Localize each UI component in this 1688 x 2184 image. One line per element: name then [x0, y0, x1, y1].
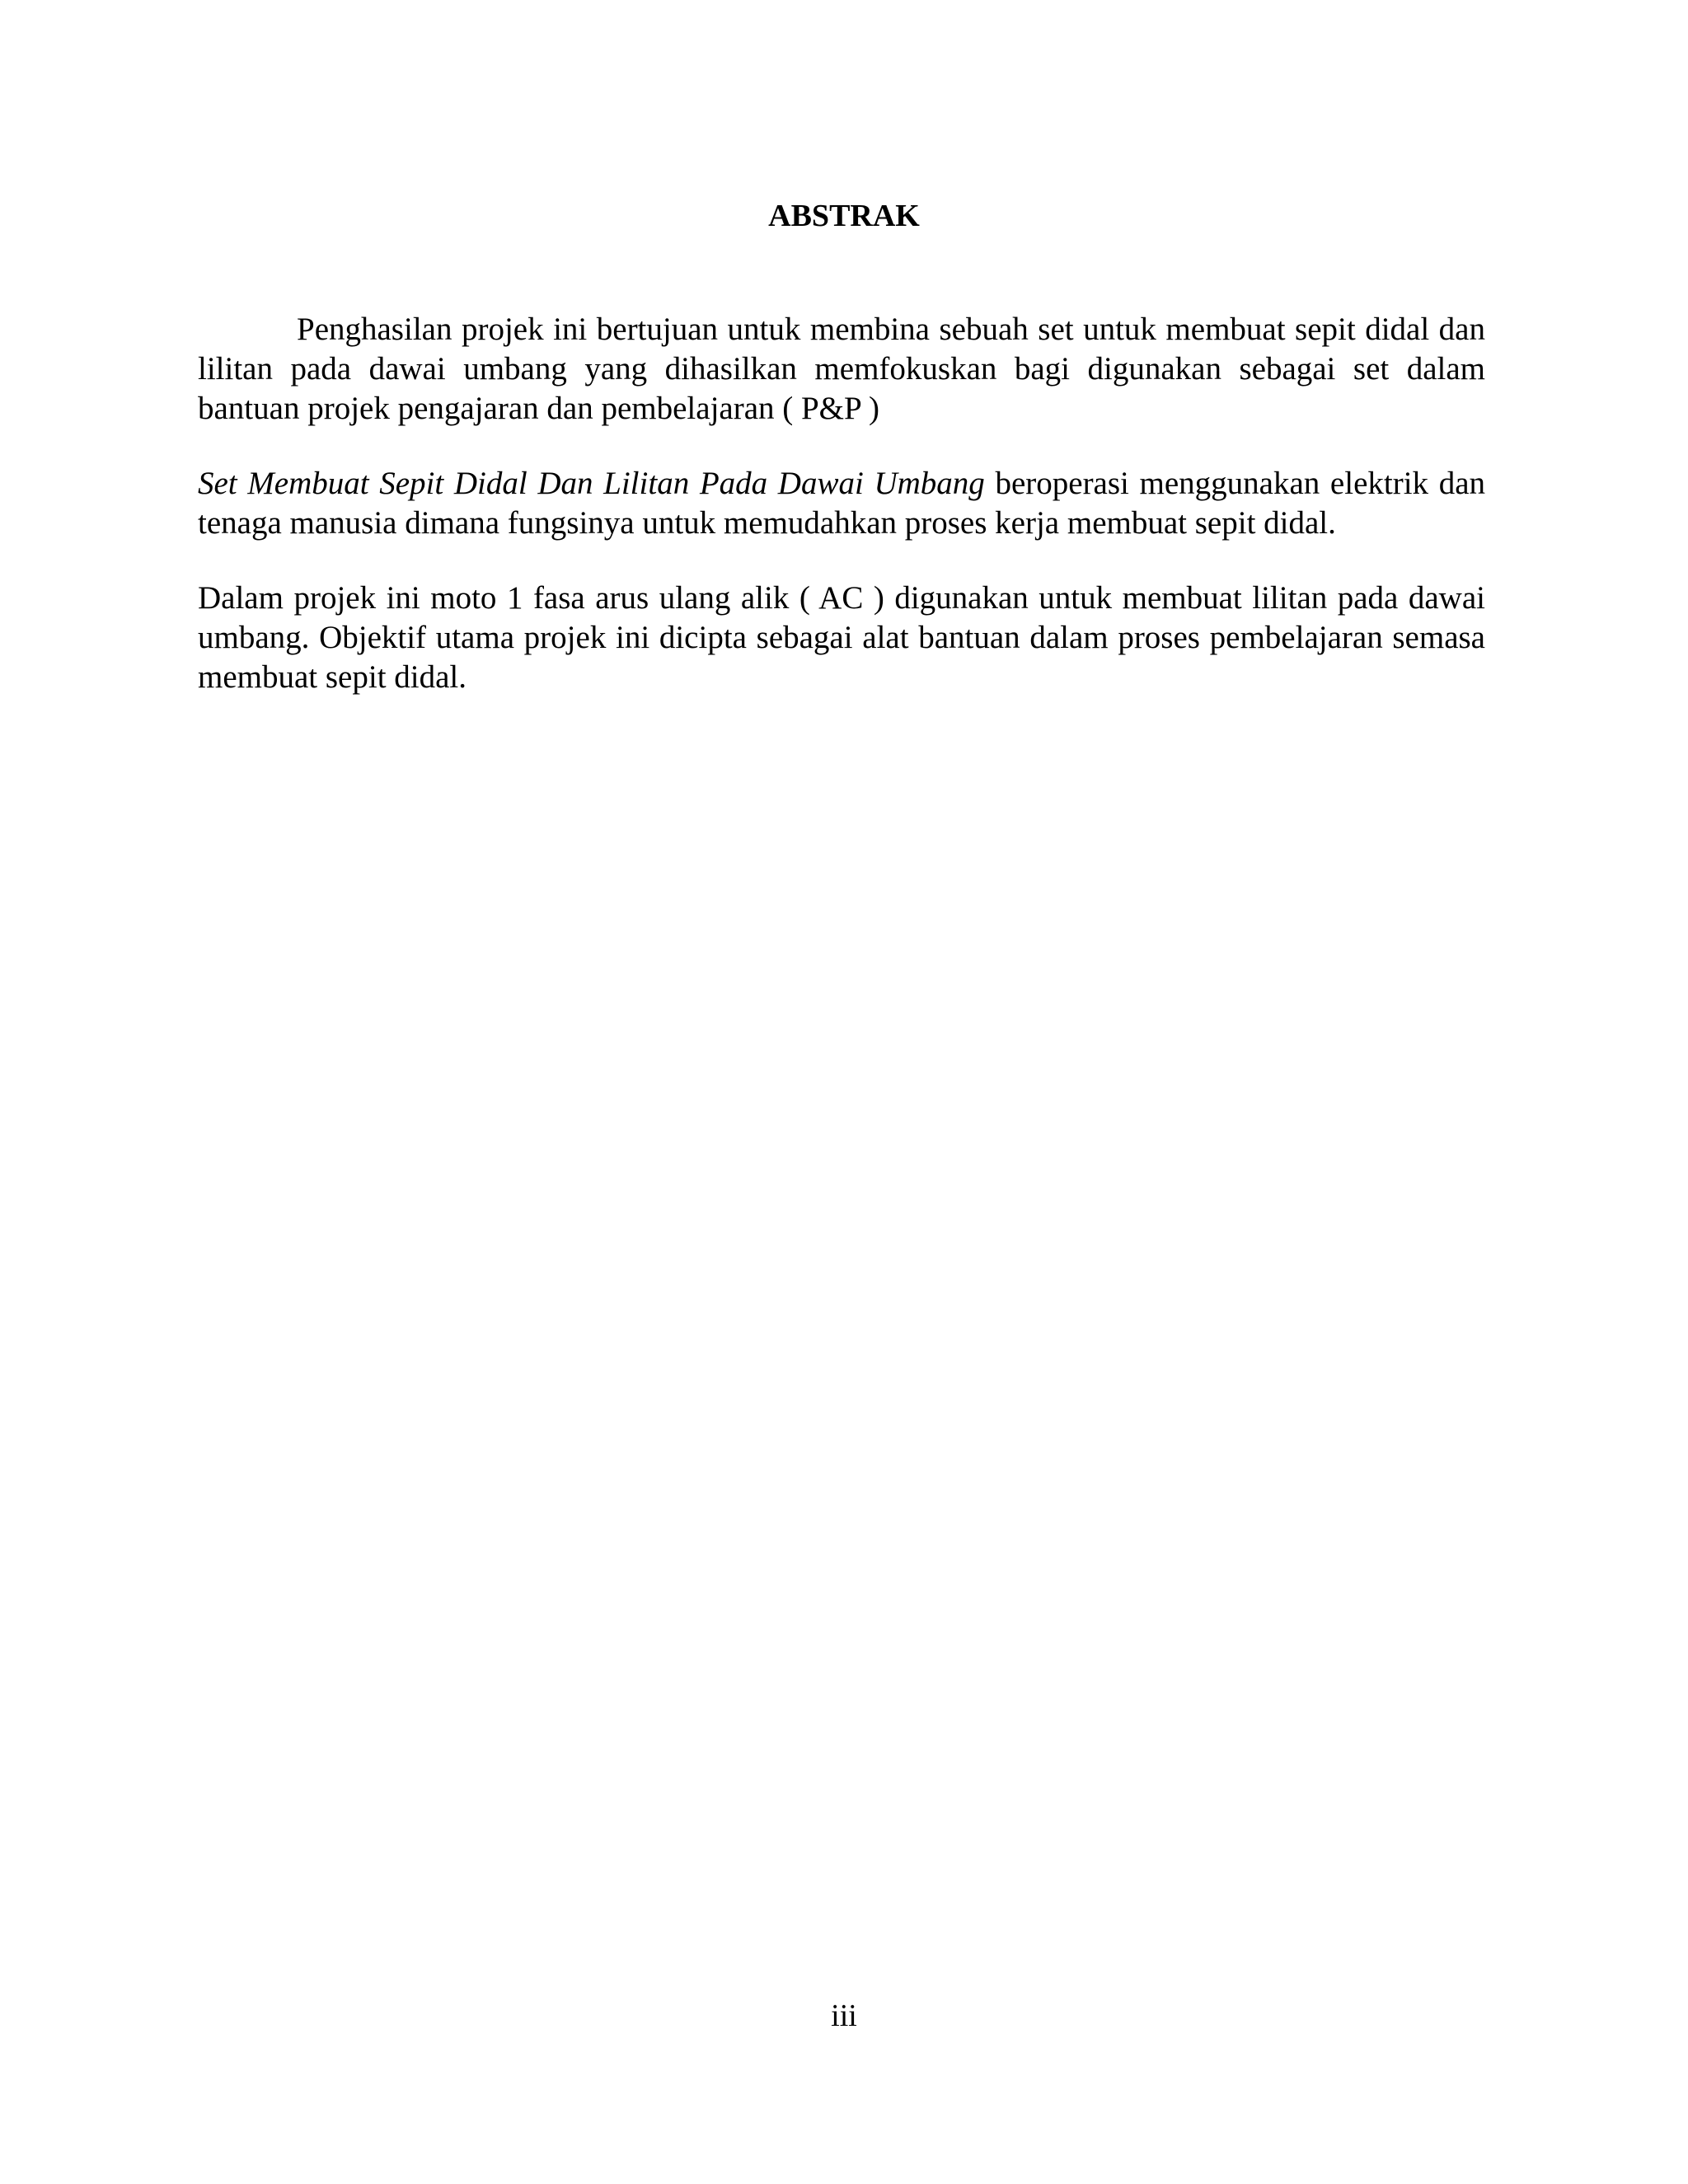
paragraph-1: Penghasilan projek ini bertujuan untuk membina sebuah set untuk membuat sepit didal dan lilitan pada dawai umbang yang dihasilkan memfokuskan bagi digunakan sebagai set dalam bantuan projek pengajaran dan pembelajaran ( P&P ) [198, 312, 1485, 426]
paragraph-2 [198, 464, 1485, 543]
page-number: iii [831, 1999, 857, 2033]
paragraph-3: Dalam projek ini moto 1 fasa arus ulang alik ( AC ) digunakan untuk membuat lilitan pada dawai umbang. Objektif utama projek ini dicipta sebagai alat bantuan dalam proses pembelajaran semasa membuat sepit didal. [198, 580, 1485, 695]
abstract-body [198, 310, 1485, 733]
paragraph-2-text: beroperasi menggunakan elektrik dan tenaga manusia dimana fungsinya untuk memudahkan proses kerja membuat sepit didal. [198, 466, 1486, 541]
project-title-italic: Set Membuat Sepit Didal Dan Lilitan Pada Dawai Umbang [198, 466, 985, 501]
page-title: ABSTRAK [768, 199, 920, 233]
